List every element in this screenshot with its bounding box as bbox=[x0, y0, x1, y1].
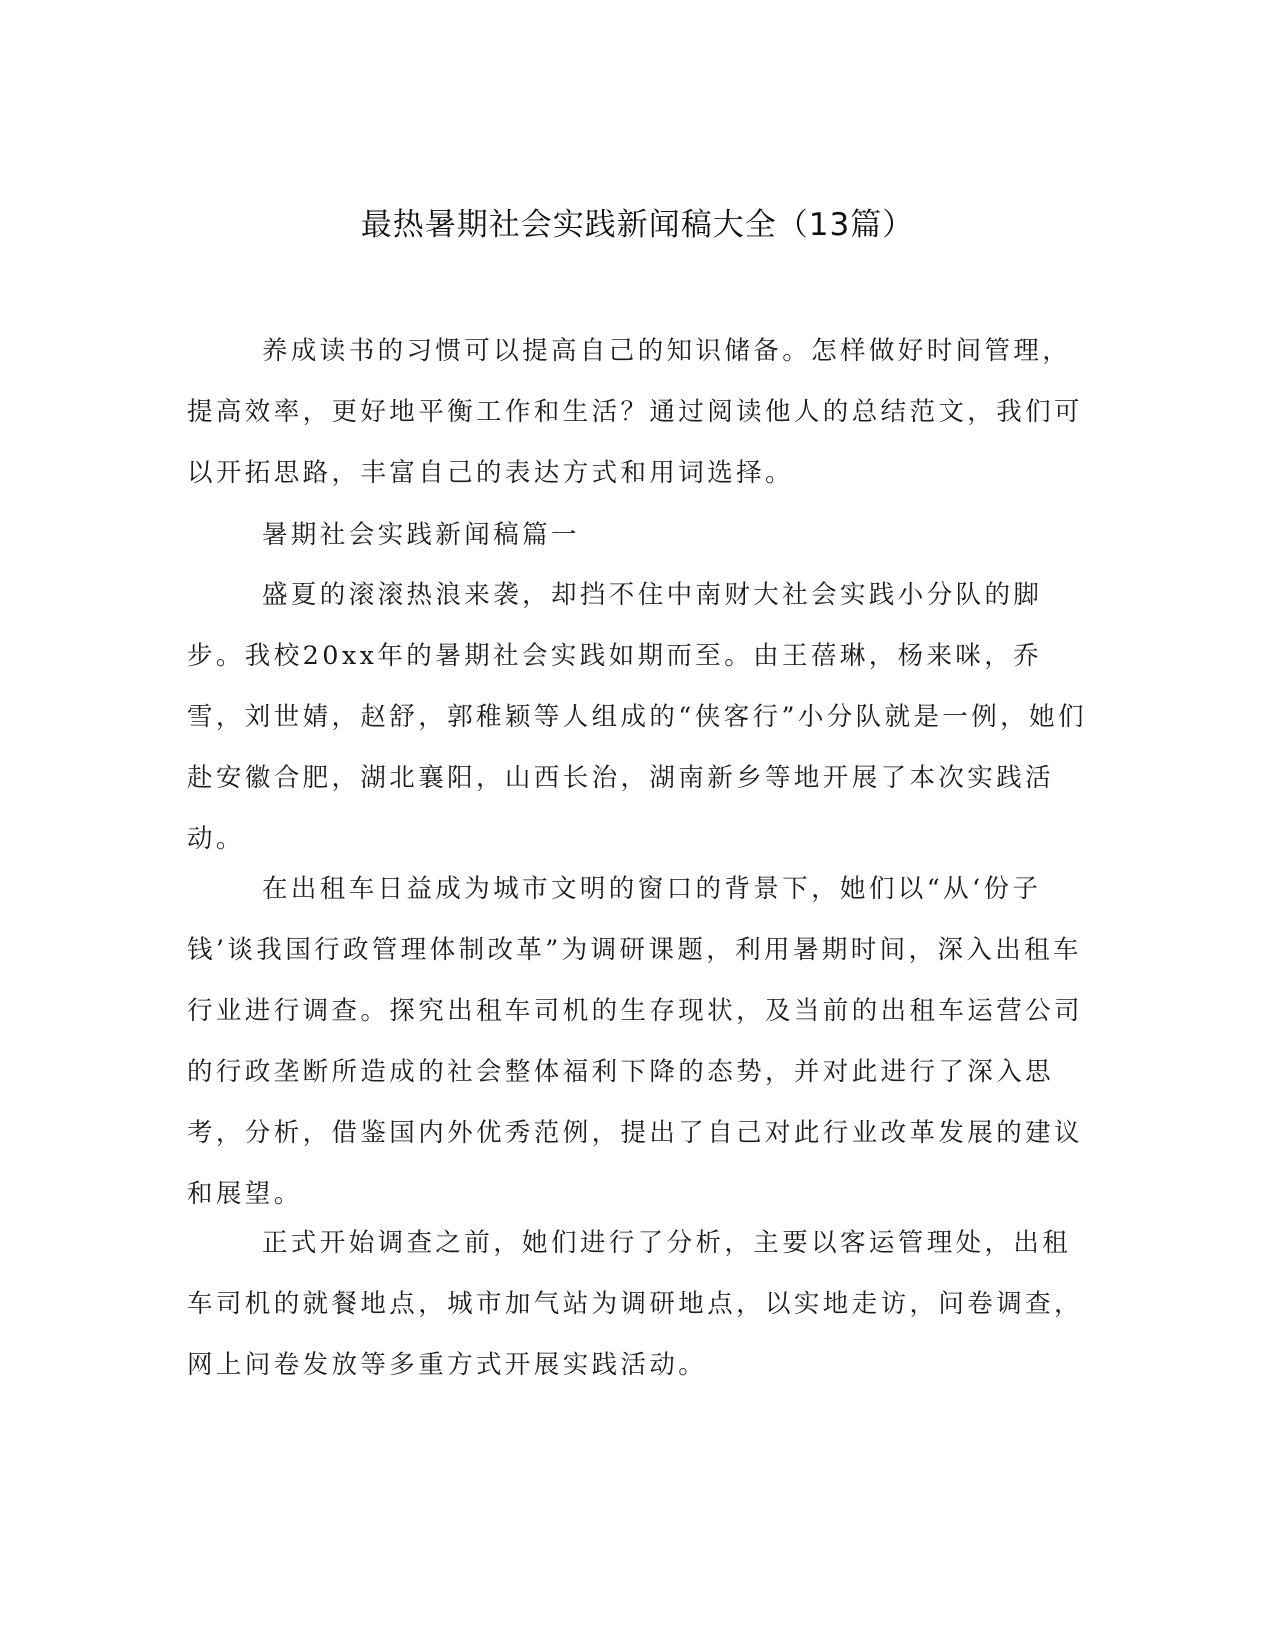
body-paragraph-1: 盛夏的滚滚热浪来袭，却挡不住中南财大社会实践小分队的脚步。我校20xx年的暑期社会实践如期而至。由王蓓琳，杨来咪，乔雪，刘世婧，赵舒，郭稚颖等人组成的“侠客行”小分队就是一例，她们赴安徽合肥，湖北襄阳，山西长治，湖南新乡等地开展了本次实践活动。 bbox=[187, 580, 1087, 854]
document-title: 最热暑期社会实践新闻稿大全（13篇） bbox=[360, 207, 915, 243]
body-paragraph-2: 在出租车日益成为城市文明的窗口的背景下，她们以“从‘份子钱’谈我国行政管理体制改革”为调研课题，利用暑期时间，深入出租车行业进行调查。探究出租车司机的生存现状，及当前的出租车运营公司的行政垄断所造成的社会整体福利下降的态势，并对此进行了深入思考，分析，借鉴国内外优秀范例，提出了自己对此行业改革发展的建议和展望。 bbox=[187, 874, 1083, 1209]
body-paragraph-3: 正式开始调查之前，她们进行了分析，主要以客运管理处，出租车司机的就餐地点，城市加气站为调研地点，以实地走访，问卷调查，网上问卷发放等多重方式开展实践活动。 bbox=[187, 1228, 1083, 1380]
intro-paragraph: 养成读书的习惯可以提高自己的知识储备。怎样做好时间管理，提高效率，更好地平衡工作和生活？通过阅读他人的总结范文，我们可以开拓思路，丰富自己的表达方式和用词选择。 bbox=[187, 336, 1083, 488]
section-heading: 暑期社会实践新闻稿篇一 bbox=[262, 520, 580, 550]
